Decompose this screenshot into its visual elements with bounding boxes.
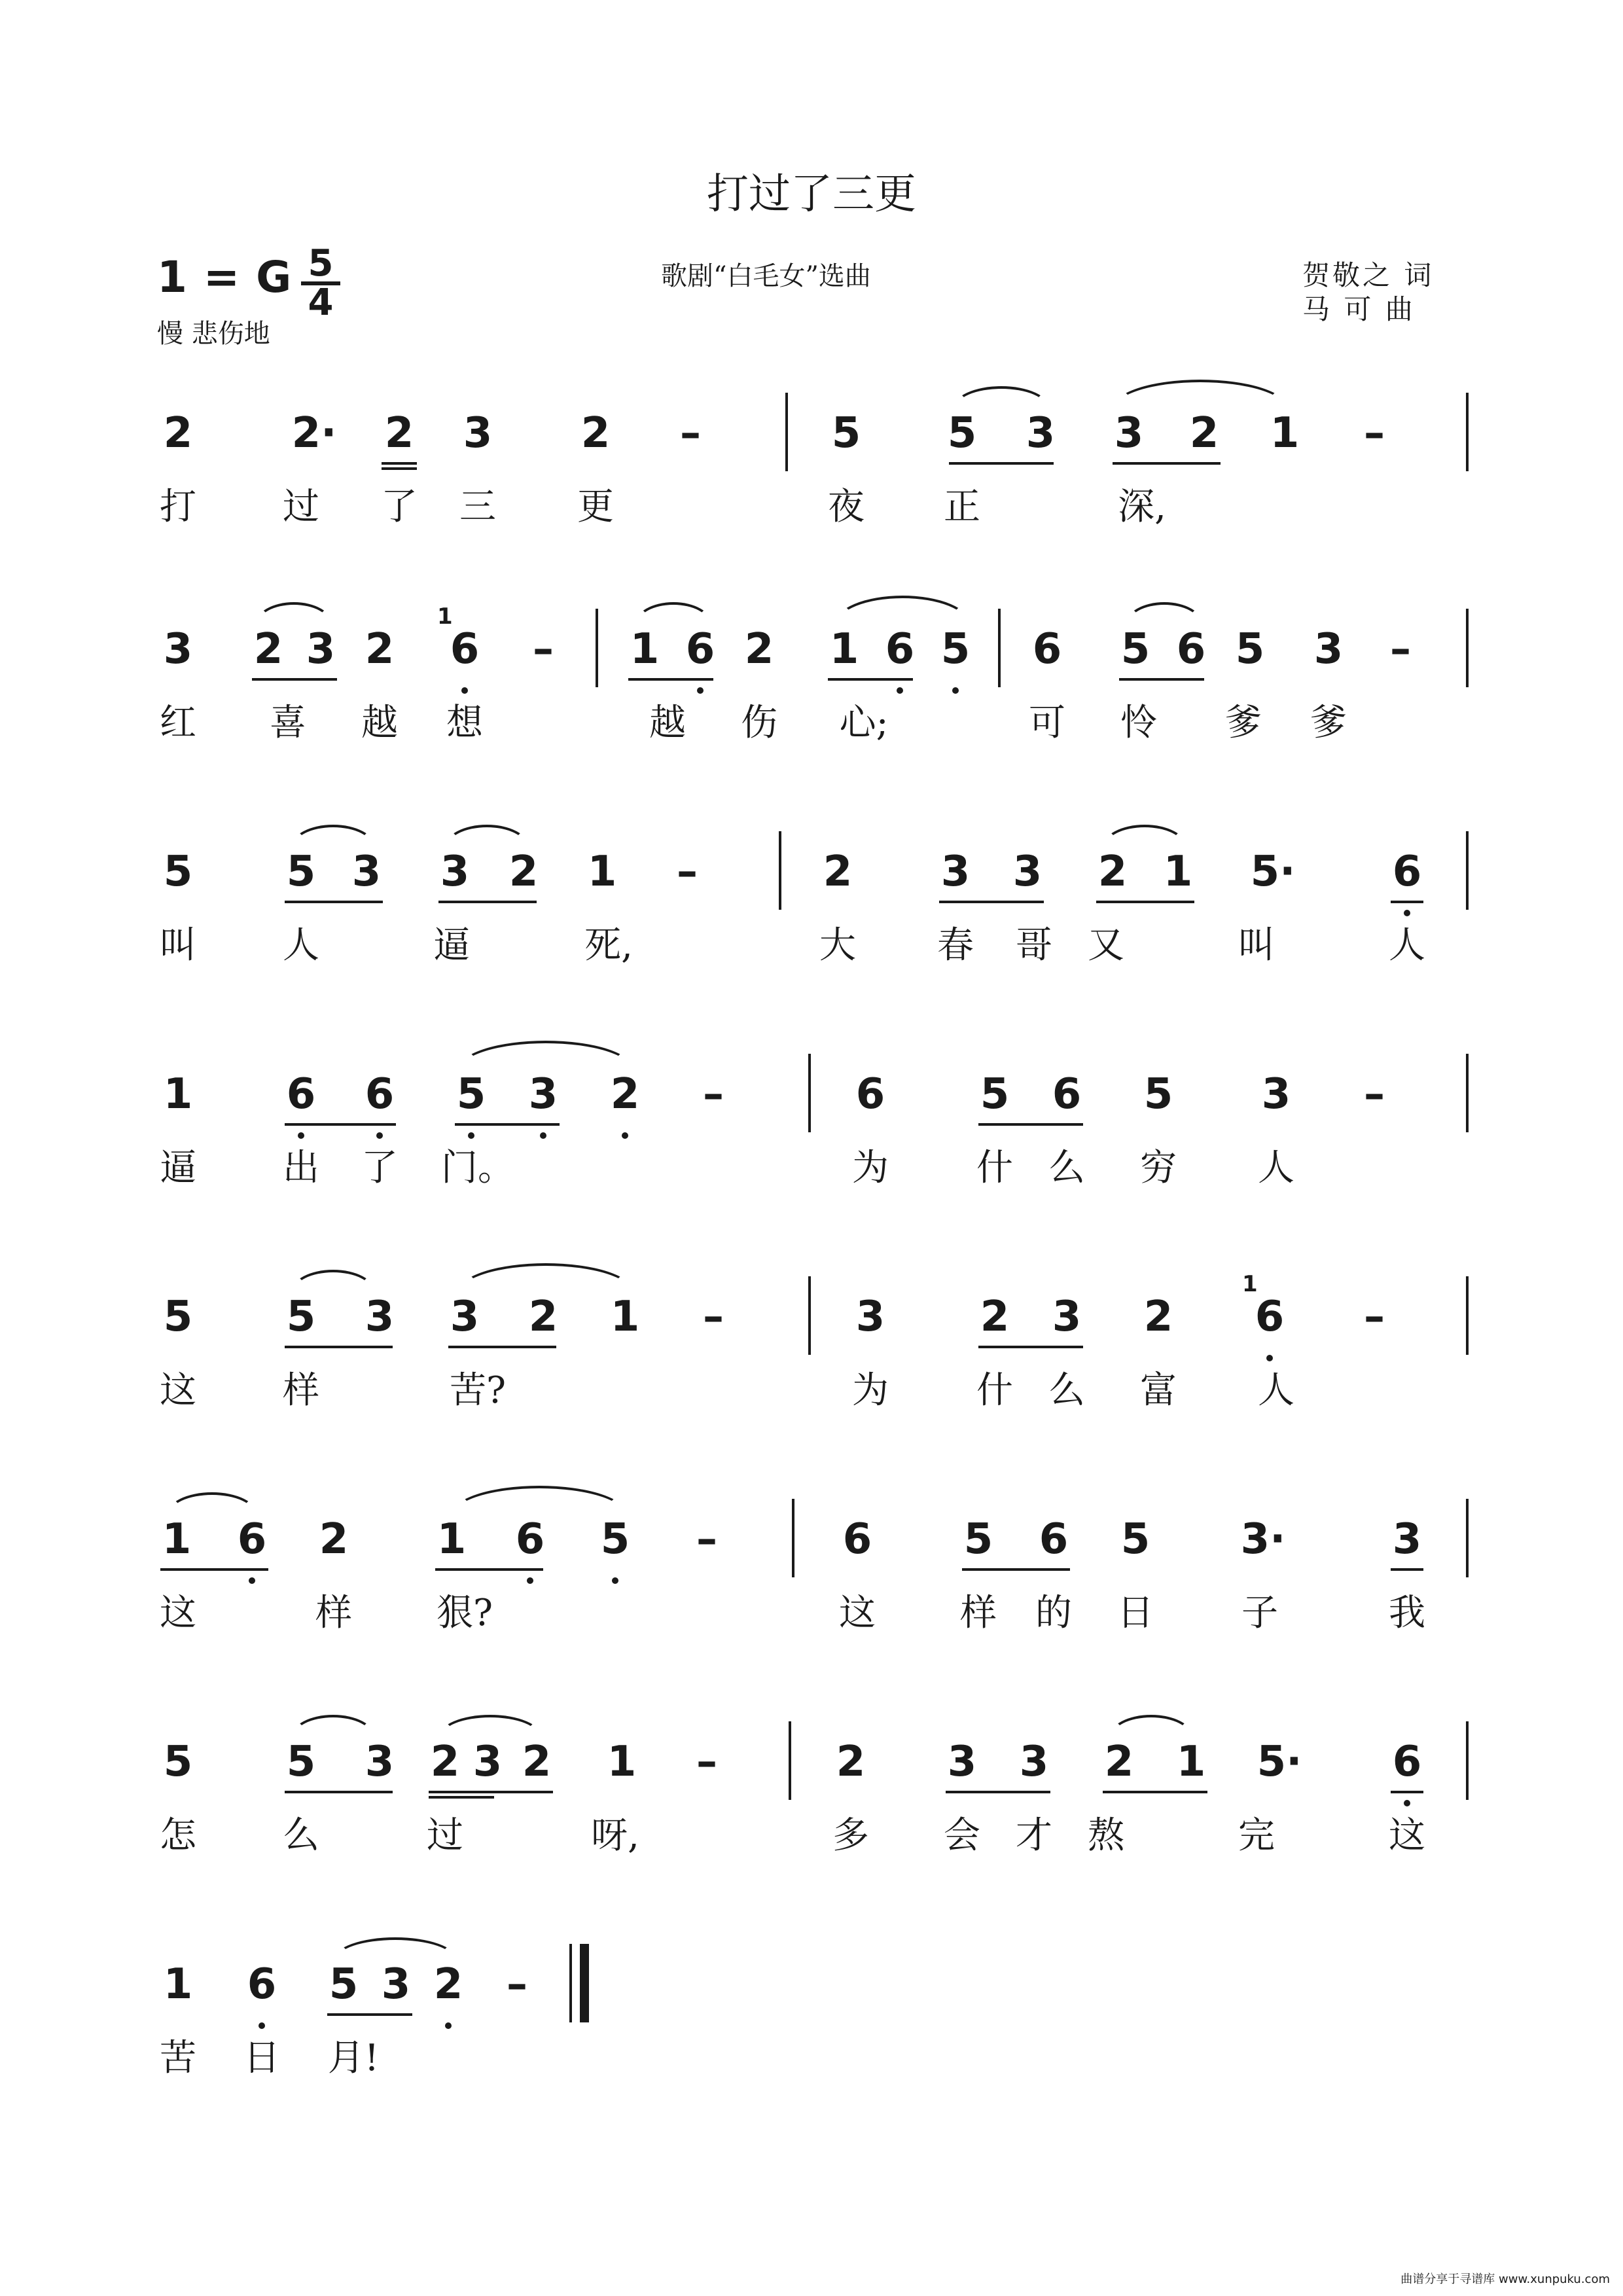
- dash: –: [533, 625, 554, 673]
- note: 2: [1097, 848, 1128, 896]
- note: 5: [1120, 625, 1150, 673]
- note: 2: [163, 409, 193, 457]
- low-octave-dot: [622, 1132, 628, 1139]
- barline: [569, 1944, 572, 2022]
- lyric: 心;: [839, 702, 889, 744]
- barline: [998, 609, 1001, 687]
- note: 1: [1176, 1738, 1206, 1786]
- slur: [291, 1270, 375, 1292]
- note: 2: [508, 848, 539, 896]
- note: 5: [1143, 1070, 1173, 1119]
- lyric: 出: [283, 1147, 319, 1189]
- lyric: 么: [1048, 1369, 1085, 1412]
- lyric: 越: [649, 702, 686, 744]
- note: 2: [522, 1738, 552, 1786]
- slur: [291, 825, 375, 847]
- note: 5: [980, 1070, 1010, 1119]
- final-barline: [580, 1944, 589, 2022]
- low-octave-dot: [897, 687, 903, 694]
- slur: [255, 602, 332, 624]
- grace-note: 1: [1242, 1271, 1258, 1297]
- slur: [167, 1492, 257, 1515]
- note: 3: [473, 1738, 503, 1786]
- lyric: 死,: [584, 924, 633, 967]
- note: 5: [163, 1738, 193, 1786]
- note: 1: [162, 1515, 192, 1564]
- note: 6: [1032, 625, 1062, 673]
- note: 1: [587, 848, 617, 896]
- dash: –: [703, 1070, 724, 1119]
- dash: –: [1364, 1293, 1385, 1341]
- lyric: 多: [832, 1814, 869, 1857]
- lyric: 叫: [160, 924, 196, 967]
- underline: [1391, 1568, 1423, 1571]
- lyric: 我: [1389, 1592, 1425, 1634]
- note: 5: [600, 1515, 630, 1564]
- lyric: 打: [160, 486, 196, 528]
- note: 6: [1176, 625, 1206, 673]
- dash: –: [677, 848, 698, 896]
- underline: [1391, 901, 1423, 903]
- barline: [792, 1499, 794, 1577]
- barline: [1466, 1499, 1469, 1577]
- underline: [285, 901, 383, 903]
- note: 5: [286, 1738, 316, 1786]
- note: 2: [580, 409, 611, 457]
- lyric: 样: [960, 1592, 997, 1634]
- lyric: 日: [1117, 1592, 1154, 1634]
- slur: [834, 596, 971, 624]
- note: 6: [855, 1070, 885, 1119]
- note: 1: [437, 1515, 467, 1564]
- lyric: 人: [1389, 924, 1425, 967]
- barline: [789, 1721, 791, 1800]
- note: 6: [515, 1515, 545, 1564]
- note: 2: [980, 1293, 1010, 1341]
- lyric: 苦: [160, 2037, 196, 2079]
- time-signature: [301, 242, 340, 324]
- lyric: 逼: [160, 1147, 196, 1189]
- barline: [808, 1276, 811, 1355]
- lyric: 日: [243, 2037, 280, 2079]
- note: 2: [319, 1515, 349, 1564]
- note: 5: [286, 848, 316, 896]
- underline: [327, 2013, 412, 2016]
- note: 3: [365, 1738, 395, 1786]
- note: 3: [463, 409, 493, 457]
- slur: [1109, 1715, 1193, 1737]
- lyric: 的: [1035, 1592, 1072, 1634]
- dash: –: [696, 1515, 717, 1564]
- lyric: 了: [361, 1147, 398, 1189]
- note: 3: [855, 1293, 885, 1341]
- lyric: 正: [944, 486, 980, 528]
- lyric: 了: [381, 486, 418, 528]
- lyric: 大: [819, 924, 856, 967]
- slur: [334, 1937, 457, 1960]
- note: 3: [1392, 1515, 1422, 1564]
- note: 2: [430, 1738, 460, 1786]
- lyric: 喜: [270, 702, 306, 744]
- underline: [1103, 1791, 1207, 1793]
- note: 3: [940, 848, 971, 896]
- note: 6: [247, 1960, 277, 2009]
- slur: [438, 1715, 542, 1737]
- note: 2·: [291, 409, 337, 457]
- note: 6: [1039, 1515, 1069, 1564]
- underline: [285, 1346, 393, 1348]
- underline: [285, 1791, 393, 1793]
- lyric: 过: [283, 486, 319, 528]
- lyric: 什: [976, 1147, 1013, 1189]
- key-signature: 1 = G: [157, 252, 293, 302]
- low-octave-dot: [612, 1577, 618, 1584]
- note: 5: [1235, 625, 1265, 673]
- barline: [1466, 609, 1469, 687]
- time-bottom: 4: [308, 281, 334, 324]
- low-octave-dot: [468, 1132, 474, 1139]
- underline: [946, 1791, 1050, 1793]
- underline: [285, 1123, 396, 1126]
- note: 5: [329, 1960, 359, 2009]
- note: 1: [607, 1738, 637, 1786]
- underline: [978, 1123, 1083, 1126]
- underline: [1113, 462, 1221, 465]
- lyric: 深,: [1118, 486, 1166, 528]
- note: 2: [823, 848, 853, 896]
- note: 3: [440, 848, 470, 896]
- lyric: 么: [1048, 1147, 1085, 1189]
- lyric: 穷: [1140, 1147, 1177, 1189]
- note: 2: [528, 1293, 558, 1341]
- note: 6: [365, 1070, 395, 1119]
- note: 6: [1392, 1738, 1422, 1786]
- note: 1: [630, 625, 660, 673]
- lyric: 呀,: [591, 1814, 639, 1857]
- composer-credit: 马 可 曲: [1302, 293, 1416, 325]
- underline: [252, 678, 337, 681]
- low-octave-dot: [298, 1132, 304, 1139]
- note: 6: [1255, 1293, 1285, 1341]
- dash: –: [507, 1960, 527, 2009]
- lyric: 夜: [828, 486, 865, 528]
- low-octave-dot: [697, 687, 704, 694]
- underline: [828, 678, 913, 681]
- slur: [452, 1486, 627, 1515]
- low-octave-dot: [376, 1132, 383, 1139]
- lyric: 什: [976, 1369, 1013, 1412]
- barline: [1466, 831, 1469, 910]
- note: 6: [237, 1515, 267, 1564]
- underline: [1096, 901, 1194, 903]
- lyric: 爹: [1225, 702, 1262, 744]
- slur: [1113, 380, 1288, 408]
- note: 3: [365, 1293, 395, 1341]
- barline: [1466, 393, 1469, 471]
- underline: [628, 678, 713, 681]
- note: 5: [456, 1070, 486, 1119]
- lyric: 为: [852, 1147, 889, 1189]
- note: 3: [381, 1960, 411, 2009]
- underline: [978, 1346, 1083, 1348]
- lyricist-credit: 贺敬之 词: [1302, 259, 1435, 291]
- barline: [779, 831, 781, 910]
- note: 2: [1104, 1738, 1134, 1786]
- lyric: 这: [160, 1592, 196, 1634]
- barline: [808, 1054, 811, 1132]
- barline: [1466, 1721, 1469, 1800]
- note: 2: [610, 1070, 640, 1119]
- note: 5·: [1257, 1738, 1302, 1786]
- low-octave-dot: [1404, 1800, 1410, 1806]
- note: 3: [1114, 409, 1144, 457]
- note: 5: [1120, 1515, 1150, 1564]
- underline: [448, 1346, 556, 1348]
- lyric: 又: [1088, 924, 1124, 967]
- tempo-marking: 慢 悲伤地: [157, 319, 270, 349]
- note: 2: [253, 625, 283, 673]
- lyric: 越: [361, 702, 398, 744]
- lyric: 完: [1238, 1814, 1275, 1857]
- note: 6: [842, 1515, 872, 1564]
- footer-watermark: 曲谱分享于寻谱库 www.xunpuku.com: [1400, 2272, 1610, 2286]
- dash: –: [680, 409, 701, 457]
- low-octave-dot: [461, 687, 468, 694]
- note: 1: [163, 1070, 193, 1119]
- note: 6: [685, 625, 715, 673]
- lyric: 子: [1241, 1592, 1278, 1634]
- note: 3: [1313, 625, 1344, 673]
- low-octave-dot: [1404, 910, 1410, 916]
- note: 6: [450, 625, 480, 673]
- lyric: 可: [1029, 702, 1065, 744]
- lyric: 这: [1389, 1814, 1425, 1857]
- note: 6: [1392, 848, 1422, 896]
- slur: [1103, 825, 1186, 847]
- low-octave-dot: [445, 2022, 452, 2029]
- lyric: 人: [283, 924, 319, 967]
- note: 2: [365, 625, 395, 673]
- note: 5: [163, 848, 193, 896]
- slur: [458, 1041, 633, 1069]
- lyric: 哥: [1016, 924, 1052, 967]
- lyric: 三: [459, 486, 496, 528]
- slur: [635, 602, 712, 624]
- lyric: 为: [852, 1369, 889, 1412]
- lyric: 才: [1016, 1814, 1052, 1857]
- lyric: 熬: [1088, 1814, 1124, 1857]
- underline: [1119, 678, 1204, 681]
- note: 2: [836, 1738, 866, 1786]
- underline: [429, 1796, 494, 1799]
- lyric: 春: [937, 924, 974, 967]
- underline: [435, 1568, 543, 1571]
- note: 3: [528, 1070, 558, 1119]
- lyric: 人: [1258, 1369, 1294, 1412]
- low-octave-dot: [540, 1132, 546, 1139]
- lyric: 么: [283, 1814, 319, 1857]
- note: 1: [1163, 848, 1193, 896]
- grace-note: 1: [437, 603, 453, 630]
- note: 3: [1019, 1738, 1049, 1786]
- slur: [1126, 602, 1203, 624]
- underline: [962, 1568, 1070, 1571]
- underline: [382, 462, 417, 465]
- low-octave-dot: [259, 2022, 265, 2029]
- note: 1: [610, 1293, 640, 1341]
- note: 5: [286, 1293, 316, 1341]
- time-top: 5: [308, 242, 334, 285]
- note: 6: [286, 1070, 316, 1119]
- note: 3: [351, 848, 382, 896]
- underline: [455, 1123, 560, 1126]
- note: 3: [1052, 1293, 1082, 1341]
- note: 6: [885, 625, 915, 673]
- lyric: 更: [577, 486, 614, 528]
- lyric: 富: [1140, 1369, 1177, 1412]
- note: 2: [1143, 1293, 1173, 1341]
- lyric: 过: [427, 1814, 463, 1857]
- dash: –: [1364, 1070, 1385, 1119]
- dash: –: [1390, 625, 1411, 673]
- lyric: 这: [839, 1592, 876, 1634]
- lyric: 伤: [741, 702, 777, 744]
- lyric: 门。: [441, 1147, 514, 1189]
- slur: [291, 1715, 375, 1737]
- lyric: 样: [315, 1592, 352, 1634]
- dash: –: [703, 1293, 724, 1341]
- lyric: 怜: [1120, 702, 1157, 744]
- lyric: 月!: [327, 2037, 380, 2079]
- note: 3: [306, 625, 336, 673]
- barline: [785, 393, 788, 471]
- dash: –: [696, 1738, 717, 1786]
- barline: [1466, 1054, 1469, 1132]
- underline: [160, 1568, 268, 1571]
- note: 5: [947, 409, 977, 457]
- barline: [596, 609, 598, 687]
- slur: [445, 825, 529, 847]
- lyric: 苦?: [449, 1369, 507, 1412]
- slur: [953, 386, 1050, 408]
- note: 5: [940, 625, 971, 673]
- lyric: 狠?: [436, 1592, 493, 1634]
- note: 2: [384, 409, 414, 457]
- underline: [939, 901, 1044, 903]
- note: 3·: [1240, 1515, 1286, 1564]
- note: 2: [433, 1960, 463, 2009]
- low-octave-dot: [952, 687, 959, 694]
- underline: [382, 467, 417, 470]
- note: 3: [450, 1293, 480, 1341]
- underline: [438, 901, 537, 903]
- subtitle: 歌剧“白毛女”选曲: [661, 261, 871, 291]
- lyric: 爹: [1310, 702, 1347, 744]
- slur: [458, 1263, 633, 1292]
- note: 2: [1189, 409, 1219, 457]
- note: 2: [744, 625, 774, 673]
- note: 6: [1052, 1070, 1082, 1119]
- lyric: 叫: [1238, 924, 1275, 967]
- note: 3: [1261, 1070, 1291, 1119]
- lyric: 想: [446, 702, 483, 744]
- lyric: 这: [160, 1369, 196, 1412]
- song-title: 打过了三更: [707, 170, 916, 219]
- underline: [949, 462, 1054, 465]
- lyric: 会: [944, 1814, 980, 1857]
- lyric: 逼: [433, 924, 470, 967]
- lyric: 人: [1258, 1147, 1294, 1189]
- note: 1: [829, 625, 859, 673]
- note: 5: [831, 409, 861, 457]
- barline: [1466, 1276, 1469, 1355]
- underline: [429, 1791, 553, 1793]
- underline: [1391, 1791, 1423, 1793]
- lyric: 怎: [160, 1814, 196, 1857]
- low-octave-dot: [527, 1577, 533, 1584]
- note: 3: [163, 625, 193, 673]
- low-octave-dot: [249, 1577, 255, 1584]
- dash: –: [1364, 409, 1385, 457]
- lyric: 红: [160, 702, 196, 744]
- low-octave-dot: [1266, 1355, 1273, 1361]
- note: 3: [1012, 848, 1043, 896]
- note: 5: [163, 1293, 193, 1341]
- note: 3: [947, 1738, 977, 1786]
- lyric: 样: [283, 1369, 319, 1412]
- note: 5: [963, 1515, 993, 1564]
- note: 1: [163, 1960, 193, 2009]
- note: 1: [1270, 409, 1300, 457]
- note: 3: [1026, 409, 1056, 457]
- note: 5·: [1250, 848, 1296, 896]
